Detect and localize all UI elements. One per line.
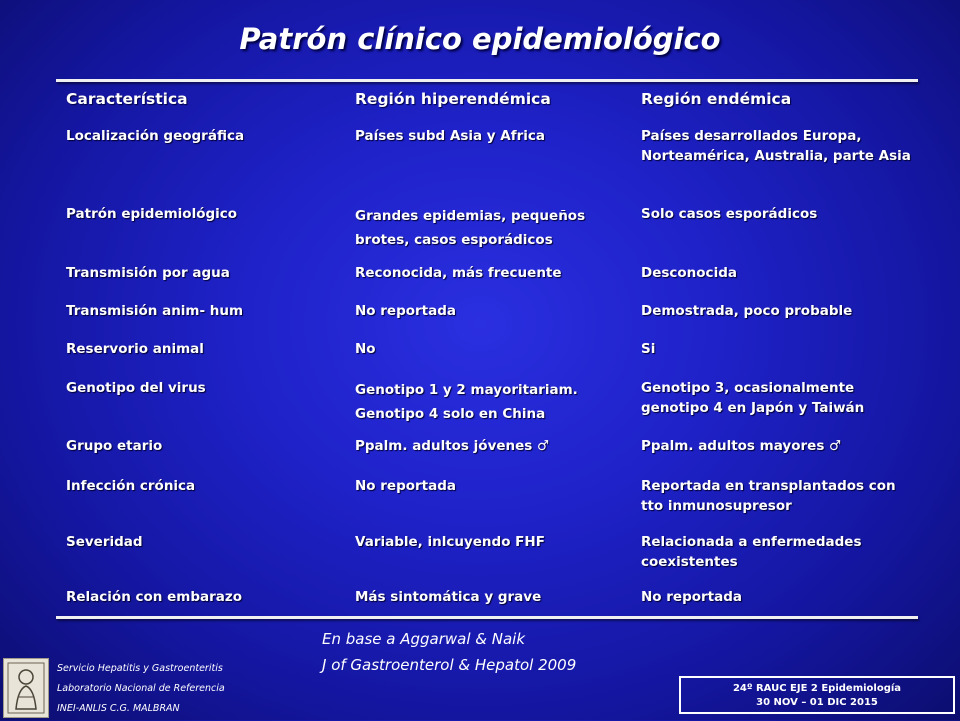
row-localizacion-hiper: Países subd Asia y Africa <box>355 128 546 144</box>
footer-left-line-1: Servicio Hepatitis y Gastroenteritis <box>57 663 223 674</box>
row-reservorio-label: Reservorio animal <box>66 341 204 357</box>
table-bottom-rule <box>56 616 918 619</box>
row-severidad-endemica: Relacionada a enfermedades coexistentes <box>641 534 862 570</box>
row-patron-endemica: Solo casos esporádicos <box>641 206 818 222</box>
row-grupo-etario-hiper: Ppalm. adultos jóvenes ♂ <box>355 438 550 454</box>
row-transmision-agua-endemica: Desconocida <box>641 265 737 281</box>
reference-line-2: J of Gastroenterol & Hepatol 2009 <box>322 656 577 674</box>
row-reservorio-hiper: No <box>355 341 376 357</box>
header-region-endemica: Región endémica <box>641 90 792 108</box>
event-info-box <box>679 676 955 714</box>
row-transmision-anim-endemica: Demostrada, poco probable <box>641 303 853 319</box>
row-infeccion-endemica: Reportada en transplantados con tto inmunosupresor <box>641 478 896 514</box>
table-top-rule <box>56 79 918 82</box>
row-infeccion-hiper: No reportada <box>355 478 457 494</box>
row-severidad-label: Severidad <box>66 534 143 550</box>
row-patron-hiper: Grandes epidemias, pequeños brotes, casos esporádicos <box>355 208 586 248</box>
event-info-line-1: 24º RAUC EJE 2 Epidemiología <box>732 683 902 694</box>
row-genotipo-endemica: Genotipo 3, ocasionalmente genotipo 4 en Japón y Taiwán <box>641 380 865 416</box>
malbran-logo-icon <box>4 659 48 717</box>
header-caracteristica: Característica <box>66 90 188 108</box>
row-transmision-agua-label: Transmisión por agua <box>66 265 230 281</box>
institution-logo <box>3 658 49 718</box>
row-localizacion-endemica: Países desarrollados Europa, Norteamérica, Australia, parte Asia <box>641 128 911 164</box>
row-severidad-hiper: Variable, inlcuyendo FHF <box>355 534 545 550</box>
event-info-line-2: 30 NOV – 01 DIC 2015 <box>756 697 878 708</box>
row-patron-label: Patrón epidemiológico <box>66 206 238 222</box>
row-embarazo-endemica: No reportada <box>641 589 743 605</box>
row-grupo-etario-endemica: Ppalm. adultos mayores ♂ <box>641 438 842 454</box>
row-infeccion-label: Infección crónica <box>66 478 196 494</box>
row-embarazo-hiper: Más sintomática y grave <box>355 589 542 605</box>
row-embarazo-label: Relación con embarazo <box>66 589 242 605</box>
row-transmision-anim-hiper: No reportada <box>355 303 457 319</box>
footer-left-line-3: INEI-ANLIS C.G. MALBRAN <box>57 703 180 714</box>
row-transmision-agua-hiper: Reconocida, más frecuente <box>355 265 562 281</box>
row-transmision-anim-label: Transmisión anim- hum <box>66 303 244 319</box>
slide-title: Patrón clínico epidemiológico <box>239 22 721 56</box>
row-genotipo-hiper: Genotipo 1 y 2 mayoritariam. Genotipo 4 solo en China <box>355 382 578 422</box>
row-localizacion-label: Localización geográfica <box>66 128 245 144</box>
footer-left-line-2: Laboratorio Nacional de Referencia <box>57 683 225 694</box>
reference-line-1: En base a Aggarwal & Naik <box>322 630 526 648</box>
row-reservorio-endemica: Si <box>641 341 656 357</box>
header-region-hiperendemica: Región hiperendémica <box>355 90 551 108</box>
row-grupo-etario-label: Grupo etario <box>66 438 163 454</box>
row-genotipo-label: Genotipo del virus <box>66 380 206 396</box>
